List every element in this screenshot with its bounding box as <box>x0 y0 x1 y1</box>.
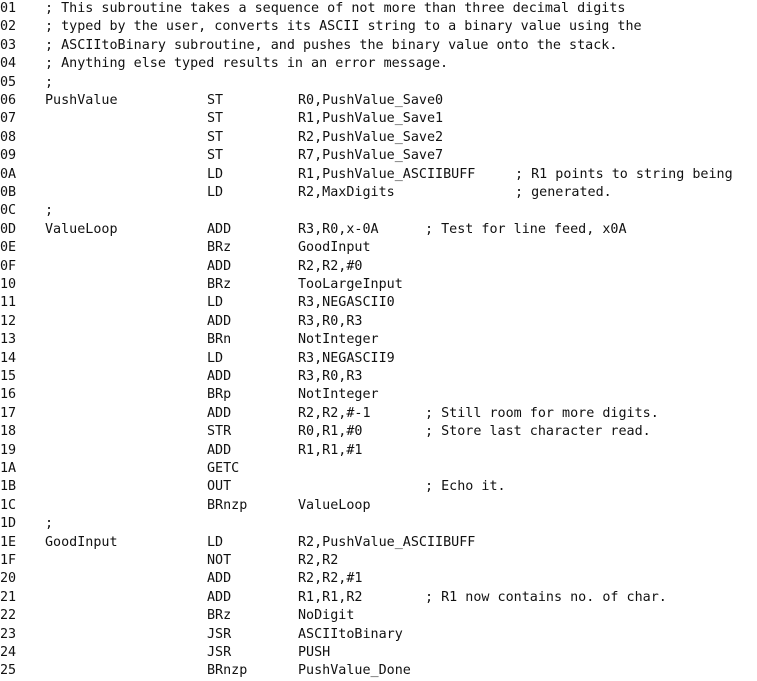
comment-text: ; <box>45 203 54 219</box>
code-line <box>0 350 757 368</box>
opcode: NOT <box>207 553 232 568</box>
line-number: 1A <box>0 461 17 476</box>
code-line <box>0 515 757 533</box>
operands: R3,R0,R3 <box>298 313 363 329</box>
opcode: LD <box>207 295 224 311</box>
code-line <box>0 110 757 128</box>
operands: R1,R1,#1 <box>298 442 363 458</box>
opcode: ST <box>207 111 224 127</box>
opcode: LD <box>207 185 224 200</box>
inline-comment: ; Test for line feed, x0A <box>425 221 627 237</box>
line-number: 02 <box>0 19 17 35</box>
operands: R0,R1,#0 <box>298 424 363 440</box>
operands: R1,PushValue_ASCIIBUFF <box>298 166 476 182</box>
operands: R2,R2,#-1 <box>298 405 371 421</box>
inline-comment: ; R1 now contains no. of char. <box>425 589 667 605</box>
line-number: 16 <box>0 387 17 403</box>
line-number: 09 <box>0 148 17 164</box>
opcode: JSR <box>207 645 232 660</box>
operands: GoodInput <box>298 240 371 256</box>
line-number: 23 <box>0 626 17 642</box>
code-line <box>0 405 757 423</box>
opcode: ST <box>207 129 224 145</box>
line-number: 05 <box>0 74 17 90</box>
line-number: 0C <box>0 203 17 219</box>
opcode: BRn <box>207 332 232 348</box>
line-number: 0A <box>0 166 17 182</box>
comment-text: ; ASCIItoBinary subroutine, and pushes the binary value onto the stack. <box>45 37 618 53</box>
line-number: 01 <box>0 1 17 16</box>
operands: R3,R0,R3 <box>298 369 363 384</box>
operands: R2,MaxDigits <box>298 185 395 200</box>
line-number: 1E <box>0 534 17 550</box>
inline-comment: ; Store last character read. <box>425 424 651 440</box>
line-number: 11 <box>0 295 17 311</box>
opcode: ADD <box>207 369 232 384</box>
code-line <box>0 166 757 184</box>
code-line <box>0 534 757 552</box>
line-number: 17 <box>0 405 17 421</box>
line-number: 03 <box>0 37 17 53</box>
operands: PushValue_Done <box>298 663 411 679</box>
line-number: 06 <box>0 93 17 108</box>
opcode: ST <box>207 93 224 108</box>
opcode: ADD <box>207 405 232 421</box>
code-line <box>0 442 757 460</box>
code-line <box>0 129 757 147</box>
opcode: BRnzp <box>207 497 248 513</box>
opcode: BRp <box>207 387 232 403</box>
opcode: ST <box>207 148 224 164</box>
inline-comment: ; generated. <box>515 185 612 200</box>
inline-comment: ; Still room for more digits. <box>425 405 659 421</box>
line-number: 20 <box>0 571 17 587</box>
line-number: 1D <box>0 516 17 532</box>
line-number: 0B <box>0 185 17 200</box>
opcode: LD <box>207 350 224 366</box>
comment-text: ; This subroutine takes a sequence of not more than three decimal digits <box>45 1 626 16</box>
code-line <box>0 626 757 644</box>
line-number: 25 <box>0 663 17 679</box>
code-label: ValueLoop <box>45 221 118 237</box>
opcode: LD <box>207 166 224 182</box>
code-line <box>0 478 757 496</box>
code-line <box>0 92 757 110</box>
line-number: 08 <box>0 129 17 145</box>
operands: R2,PushValue_ASCIIBUFF <box>298 534 476 550</box>
opcode: ADD <box>207 221 232 237</box>
opcode: BRz <box>207 240 232 256</box>
line-number: 13 <box>0 332 17 348</box>
code-line <box>0 662 757 680</box>
comment-text: ; Anything else typed results in an error message. <box>45 56 449 72</box>
line-number: 18 <box>0 424 17 440</box>
line-number: 10 <box>0 277 17 292</box>
code-line <box>0 552 757 570</box>
opcode: BRz <box>207 277 232 292</box>
code-line <box>0 18 757 36</box>
operands: NoDigit <box>298 608 355 624</box>
comment-text: ; <box>45 74 54 90</box>
line-number: 15 <box>0 369 17 384</box>
operands: R3,NEGASCII9 <box>298 350 395 366</box>
inline-comment: ; R1 points to string being <box>515 166 733 182</box>
code-line <box>0 202 757 220</box>
opcode: BRz <box>207 608 232 624</box>
operands: ASCIItoBinary <box>298 626 403 642</box>
operands: ValueLoop <box>298 497 371 513</box>
comment-text: ; typed by the user, converts its ASCII string to a binary value using the <box>45 19 642 35</box>
line-number: 21 <box>0 589 17 605</box>
line-number: 22 <box>0 608 17 624</box>
line-number: 0D <box>0 221 17 237</box>
code-line <box>0 258 757 276</box>
code-line <box>0 368 757 386</box>
operands: R3,NEGASCII0 <box>298 295 395 311</box>
code-line <box>0 221 757 239</box>
opcode: GETC <box>207 461 240 476</box>
opcode: BRnzp <box>207 663 248 679</box>
opcode: ADD <box>207 313 232 329</box>
opcode: ADD <box>207 571 232 587</box>
operands: PUSH <box>298 645 331 660</box>
operands: R3,R0,x-0A <box>298 221 379 237</box>
opcode: ADD <box>207 258 232 274</box>
line-number: 0F <box>0 258 17 274</box>
code-line <box>0 644 757 662</box>
line-number: 1B <box>0 479 17 495</box>
code-line <box>0 460 757 478</box>
comment-text: ; <box>45 516 54 532</box>
line-number: 14 <box>0 350 17 366</box>
code-line <box>0 37 757 55</box>
line-number: 24 <box>0 645 17 660</box>
code-line <box>0 386 757 404</box>
code-line <box>0 147 757 165</box>
operands: R2,PushValue_Save2 <box>298 129 444 145</box>
code-line <box>0 184 757 202</box>
operands: NotInteger <box>298 332 379 348</box>
code-line <box>0 497 757 515</box>
code-line <box>0 331 757 349</box>
operands: R0,PushValue_Save0 <box>298 93 444 108</box>
code-line <box>0 239 757 257</box>
code-line <box>0 0 757 18</box>
line-number: 1F <box>0 553 17 568</box>
code-line <box>0 276 757 294</box>
line-number: 0E <box>0 240 17 256</box>
code-line <box>0 55 757 73</box>
code-line <box>0 570 757 588</box>
line-number: 1C <box>0 497 17 513</box>
opcode: ADD <box>207 589 232 605</box>
opcode: JSR <box>207 626 232 642</box>
code-line <box>0 589 757 607</box>
operands: R2,R2,#1 <box>298 571 363 587</box>
operands: R1,PushValue_Save1 <box>298 111 444 127</box>
opcode: OUT <box>207 479 232 495</box>
operands: R2,R2 <box>298 553 339 568</box>
operands: R2,R2,#0 <box>298 258 363 274</box>
code-line <box>0 313 757 331</box>
inline-comment: ; Echo it. <box>425 479 506 495</box>
code-line <box>0 294 757 312</box>
operands: NotInteger <box>298 387 379 403</box>
operands: TooLargeInput <box>298 277 403 292</box>
code-label: GoodInput <box>45 534 118 550</box>
line-number: 04 <box>0 56 17 72</box>
code-line <box>0 423 757 441</box>
code-line <box>0 607 757 625</box>
operands: R7,PushValue_Save7 <box>298 148 444 164</box>
code-line <box>0 74 757 92</box>
opcode: STR <box>207 424 232 440</box>
line-number: 07 <box>0 111 17 127</box>
opcode: ADD <box>207 442 232 458</box>
code-label: PushValue <box>45 93 118 108</box>
line-number: 12 <box>0 313 17 329</box>
opcode: LD <box>207 534 224 550</box>
operands: R1,R1,R2 <box>298 589 363 605</box>
line-number: 19 <box>0 442 17 458</box>
